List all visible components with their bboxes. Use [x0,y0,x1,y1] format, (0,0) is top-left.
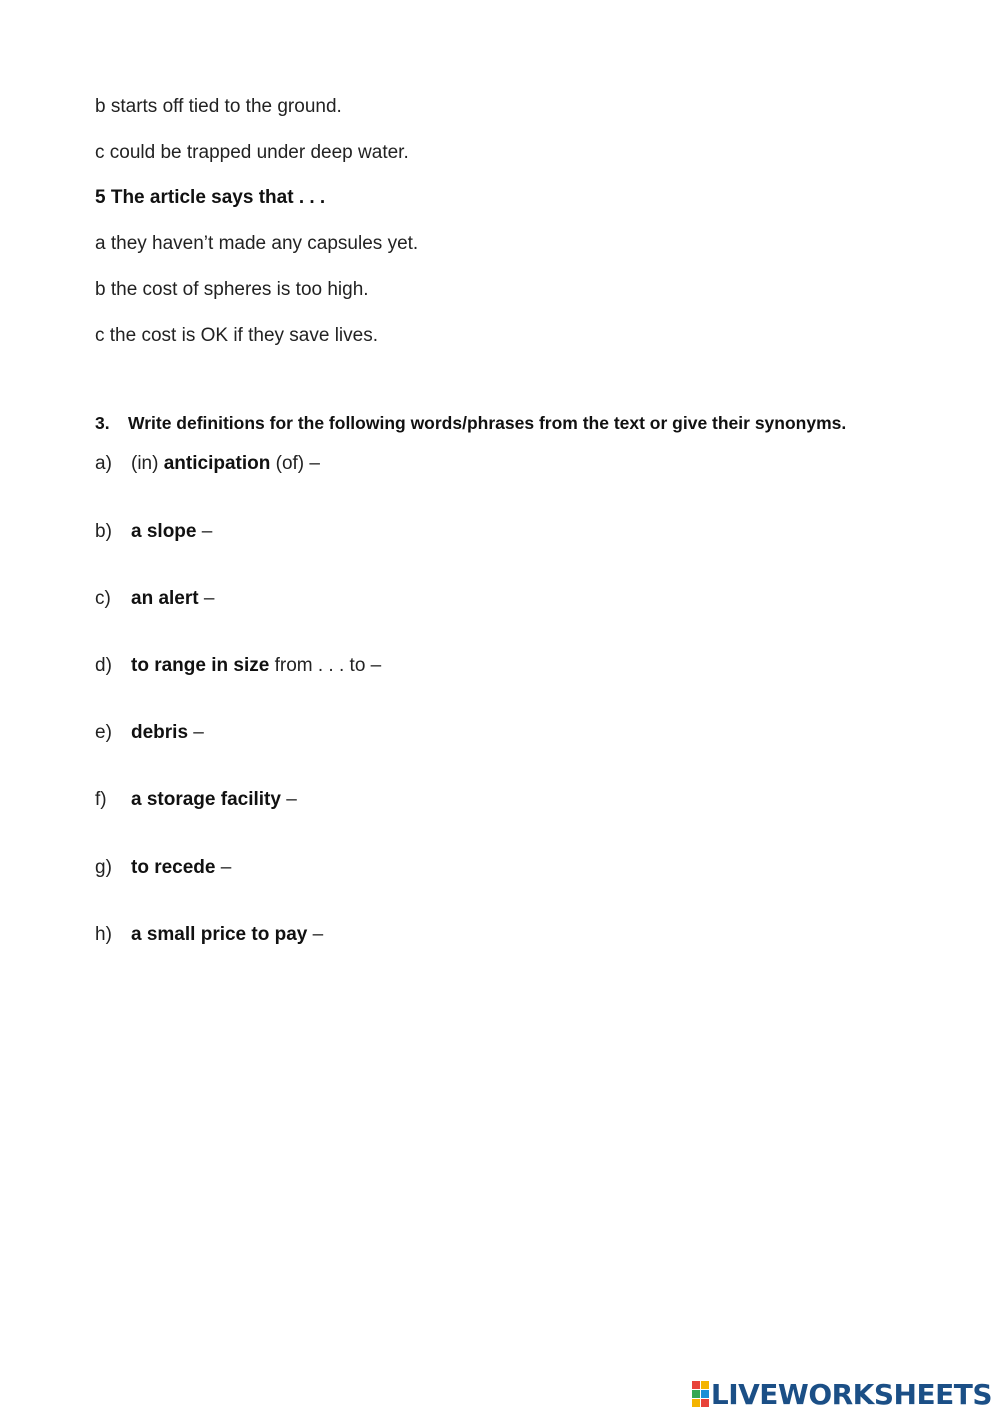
liveworksheets-logo [692,1376,992,1412]
logo-mark-cell [692,1381,700,1389]
item-suffix: (of) – [270,453,320,474]
item-term: to recede [131,857,216,878]
item-term: a storage facility [131,789,281,810]
item-suffix: – [280,789,297,810]
q5-option-b: b the cost of spheres is too high. [95,279,369,300]
q4-option-c: c could be trapped under deep water. [95,142,409,163]
item-letter: d) [95,655,112,676]
logo-mark-cell [701,1381,709,1389]
item-letter: b) [95,521,112,542]
item-suffix: – [198,588,215,609]
item-suffix: – [307,924,324,945]
q5-option-c: c the cost is OK if they save lives. [95,325,378,346]
logo-mark-icon [692,1381,709,1407]
definition-item [95,722,204,744]
task3-number: 3. [95,413,110,433]
item-letter: f) [95,789,107,810]
item-term: to range in size [131,655,270,676]
task3-instruction: Write definitions for the following words/phrases from the text or give their synonyms. [128,413,847,433]
item-prefix: (in) [131,453,164,474]
logo-mark-cell [701,1390,709,1398]
q5-stem: 5 The article says that . . . [95,187,326,208]
logo-mark-cell [701,1399,709,1407]
logo-text: LIVEWORKSHEETS [710,1377,992,1411]
item-term: a slope [131,521,197,542]
item-letter: e) [95,722,112,743]
item-term: anticipation [163,453,271,474]
task3-heading [95,413,846,434]
definition-item [95,453,320,475]
definition-item [95,521,212,543]
q5-option-a: a they haven’t made any capsules yet. [95,233,419,254]
item-letter: h) [95,924,112,945]
definition-item [95,924,323,946]
definition-item [95,789,297,811]
item-term: a small price to pay [131,924,308,945]
definition-item [95,655,381,677]
logo-mark-cell [692,1390,700,1398]
definition-item [95,857,231,879]
item-term: debris [131,722,189,743]
item-suffix: – [196,521,213,542]
item-letter: g) [95,857,112,878]
item-suffix: – [215,857,232,878]
item-letter: a) [95,453,112,474]
item-term: an alert [131,588,199,609]
item-letter: c) [95,588,111,609]
item-suffix: – [188,722,204,743]
item-suffix: from . . . to – [269,655,382,676]
logo-mark-cell [692,1399,700,1407]
q4-option-b: b starts off tied to the ground. [95,96,342,117]
definition-item [95,588,214,610]
